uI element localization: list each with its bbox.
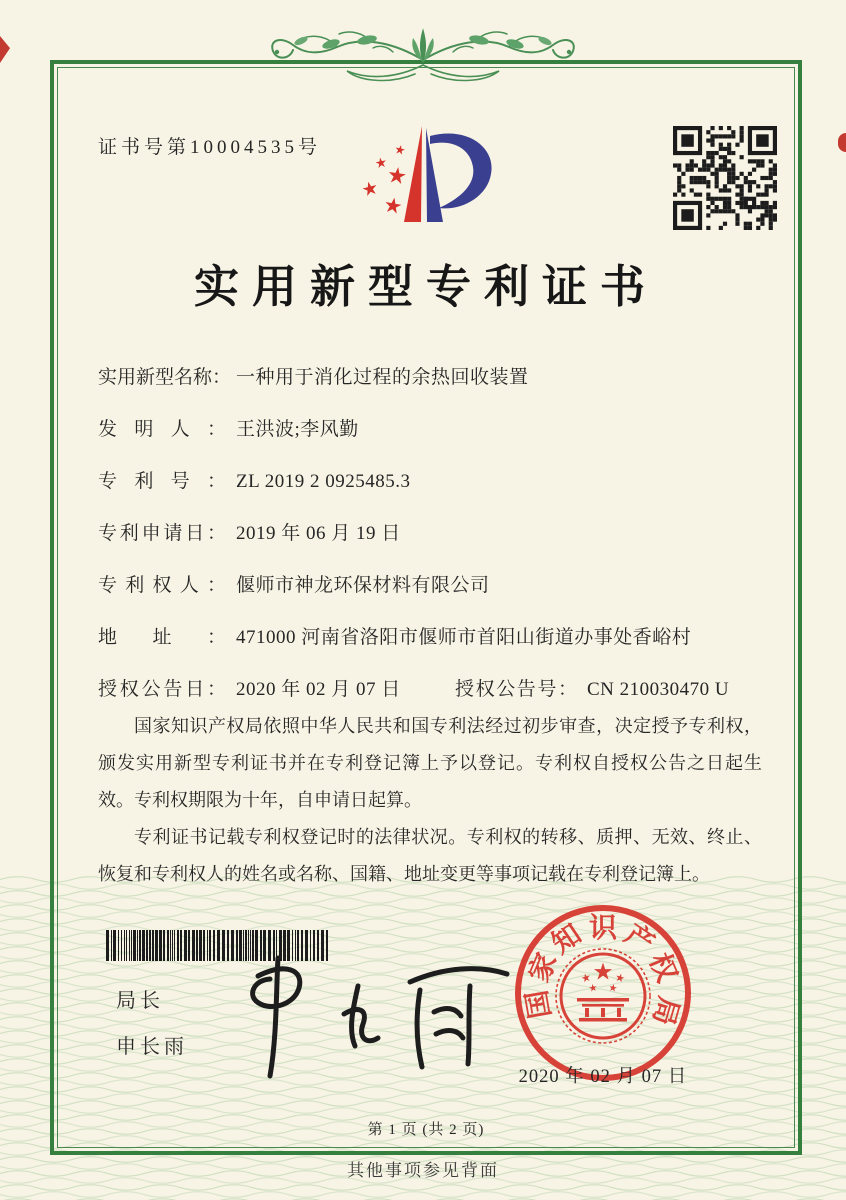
field-label: 授权公告号： [455, 679, 577, 700]
official-seal [507, 897, 699, 1089]
red-edge-artifact-left [0, 36, 10, 63]
svg-text:知: 知 [546, 918, 588, 961]
field-value: 471000 河南省洛阳市偃师市首阳山街道办事处香峪村 [236, 627, 692, 648]
legal-paragraph-2: 专利证书记载专利权登记时的法律状况。专利权的转移、质押、无效、终止、恢复和专利权人的姓名或名称、国籍、地址变更等事项记载在专利登记簿上。 [98, 827, 762, 884]
svg-text:权: 权 [642, 948, 683, 987]
legal-text [98, 708, 762, 893]
svg-text:家: 家 [523, 948, 564, 987]
cnipa-logo-icon [340, 110, 512, 238]
field-label: 授权公告日： [98, 679, 226, 700]
director-signature [222, 950, 524, 1084]
field-row-grant-date [98, 678, 772, 702]
svg-text:识: 识 [588, 913, 618, 944]
certificate-number: 证书号第10004535号 [98, 137, 322, 158]
back-side-note: 其他事项参见背面 [347, 1161, 499, 1180]
field-row-filing-date [98, 522, 772, 546]
field-label: 专利权人： [98, 575, 226, 596]
field-label: 发明人： [98, 419, 226, 440]
page-number: 第 1 页 (共 2 页) [367, 1122, 485, 1138]
vine-ornament [243, 22, 603, 88]
field-value: ZL 2019 2 0925485.3 [236, 471, 411, 492]
seal-date: 2020 年 02 月 07 日 [518, 1067, 688, 1087]
field-value: 2020 年 02 月 07 日 [236, 679, 401, 700]
field-value: CN 210030470 U [587, 679, 730, 700]
field-value: 2019 年 06 月 19 日 [236, 523, 401, 544]
director-title: 局长 [116, 990, 164, 1012]
red-edge-artifact-right [838, 133, 846, 152]
field-value: 王洪波;李风勤 [236, 419, 359, 440]
director-name: 申长雨 [116, 1036, 188, 1058]
director-block [116, 984, 188, 1076]
field-row-inventor [98, 418, 772, 442]
field-label: 专利申请日： [98, 523, 226, 544]
certificate-frame [50, 60, 802, 1155]
svg-text:国: 国 [521, 987, 558, 1021]
field-row-patentee [98, 574, 772, 598]
legal-paragraph-1: 国家知识产权局依照中华人民共和国专利法经过初步审查，决定授予专利权，颁发实用新型专利证书并在专利登记簿上予以登记。专利权自授权公告之日起生效。专利权期限为十年，自申请日起算。 [98, 716, 762, 810]
certificate-title: 实用新型专利证书 [193, 262, 658, 312]
field-row-address [98, 626, 772, 650]
grant-number-cell [455, 678, 729, 702]
svg-text:产: 产 [618, 918, 660, 961]
field-label: 地址： [98, 627, 226, 648]
qr-code [673, 126, 777, 230]
svg-text:局: 局 [646, 993, 684, 1029]
field-value: 一种用于消化过程的余热回收装置 [236, 367, 529, 388]
field-list [98, 366, 772, 730]
national-emblem-icon [556, 949, 650, 1043]
field-label: 专利号： [98, 471, 226, 492]
field-row-patent-number [98, 470, 772, 494]
field-label: 实用新型名称： [98, 367, 232, 388]
field-row-name [98, 366, 772, 390]
field-value: 偃师市神龙环保材料有限公司 [236, 575, 490, 596]
